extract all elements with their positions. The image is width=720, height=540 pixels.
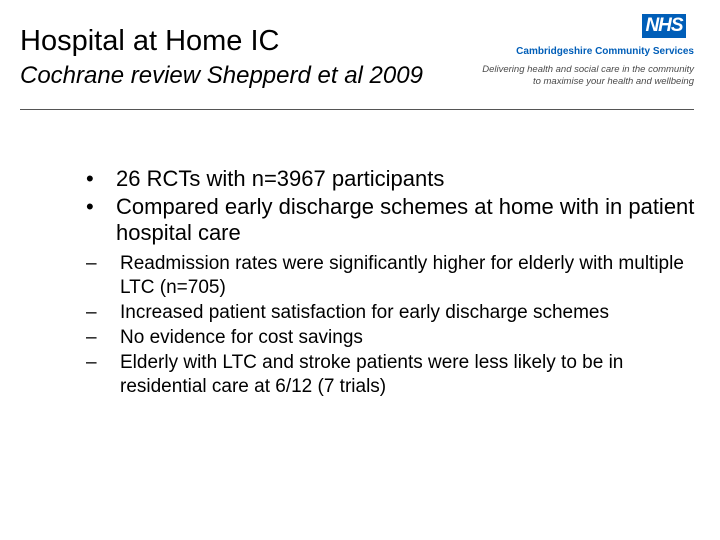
sub-bullet-item: [86, 252, 696, 300]
sub-bullet-text: Readmission rates were significantly higher for elderly with multiple LTC (n=705): [120, 253, 684, 298]
sub-bullet-marker: –: [86, 327, 97, 348]
sub-bullet-text: Elderly with LTC and stroke patients were less likely to be in residential care at 6/12 (7 trials): [120, 352, 624, 397]
org-tagline-line2: to maximise your health and wellbeing: [532, 76, 694, 87]
bullet-item: [86, 194, 696, 246]
nhs-badge: NHS: [642, 14, 686, 38]
slide-title: Hospital at Home IC: [20, 25, 280, 57]
sub-bullet-text: No evidence for cost savings: [120, 327, 363, 348]
bullet-text: Compared early discharge schemes at home with in patient hospital care: [116, 194, 695, 245]
org-tagline-line1: Delivering health and social care in the community: [482, 64, 694, 75]
bullet-marker: •: [86, 166, 94, 191]
bullet-text: 26 RCTs with n=3967 participants: [116, 166, 445, 191]
sub-bullet-marker: –: [86, 253, 97, 274]
sub-bullet-marker: –: [86, 302, 97, 323]
sub-bullet-marker: –: [86, 352, 97, 373]
sub-bullet-item: [86, 351, 696, 399]
bullet-item: [86, 166, 696, 192]
title-divider: [20, 109, 694, 110]
bullet-list: [86, 166, 696, 400]
sub-bullet-text: Increased patient satisfaction for early discharge schemes: [120, 302, 609, 323]
org-name: Cambridgeshire Community Services: [516, 46, 694, 57]
sub-bullet-item: [86, 326, 696, 350]
bullet-marker: •: [86, 194, 94, 219]
sub-bullet-item: [86, 301, 696, 325]
sub-bullet-list: [86, 252, 696, 399]
slide-subtitle: Cochrane review Shepperd et al 2009: [20, 62, 423, 89]
nhs-logo: [482, 10, 700, 92]
